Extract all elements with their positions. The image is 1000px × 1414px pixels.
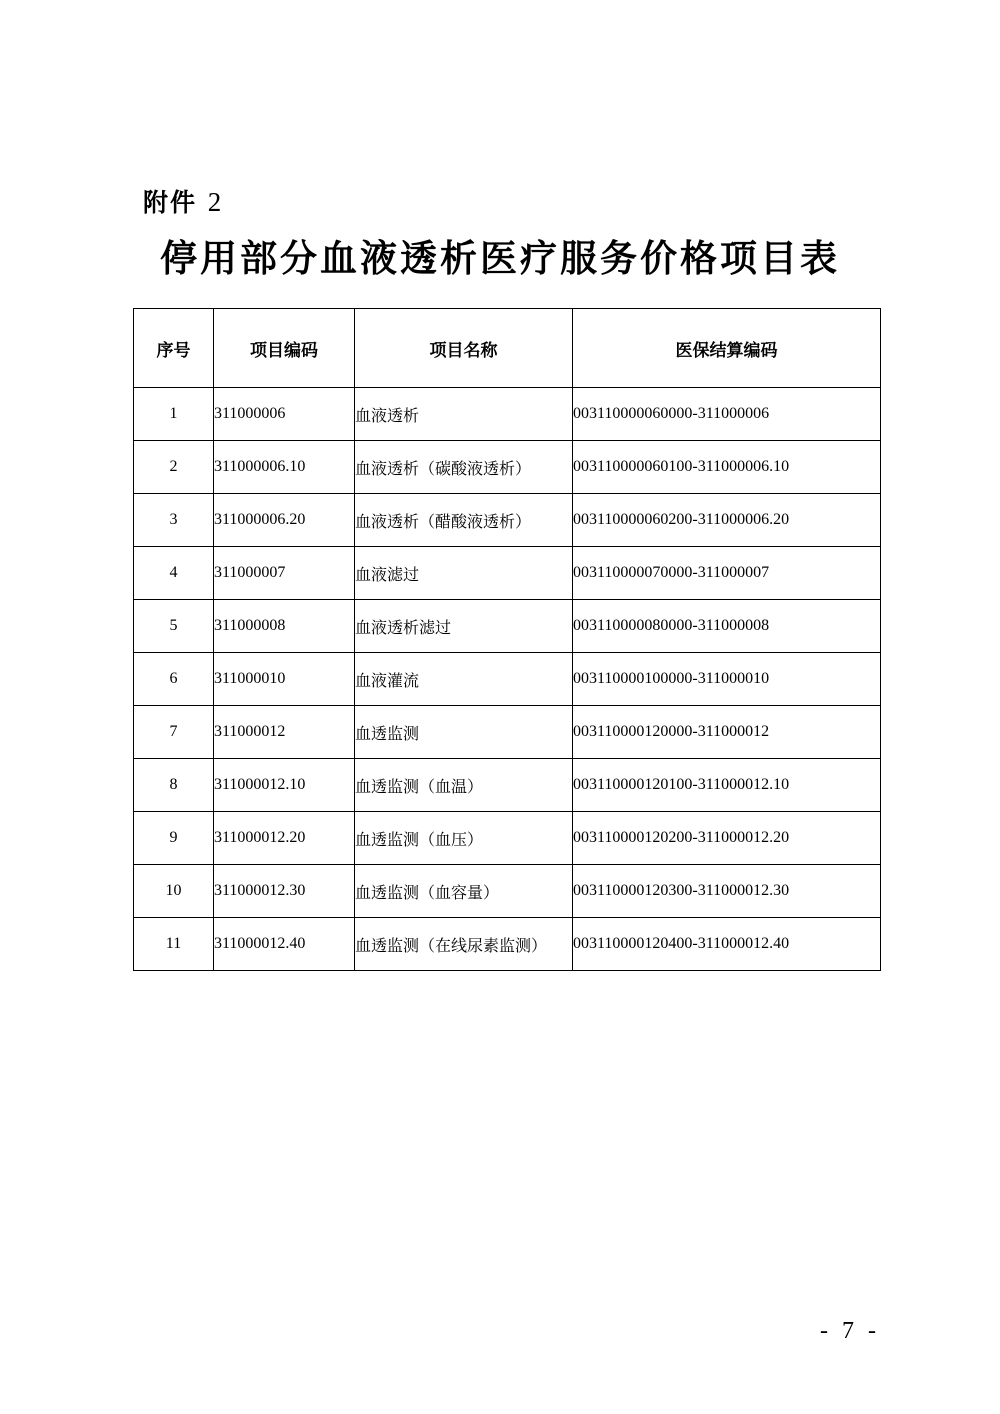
cell-index: 6: [134, 653, 214, 706]
cell-item-code: 311000012: [214, 706, 355, 759]
cell-item-code: 311000008: [214, 600, 355, 653]
cell-item-code: 311000012.10: [214, 759, 355, 812]
table-row: [134, 759, 881, 812]
table-row: [134, 865, 881, 918]
cell-insurance-code: 003110000060100-311000006.10: [573, 441, 881, 494]
cell-item-name: 血液透析: [355, 388, 573, 441]
cell-index: 7: [134, 706, 214, 759]
table-row: [134, 494, 881, 547]
cell-insurance-code: 003110000120100-311000012.10: [573, 759, 881, 812]
cell-index: 4: [134, 547, 214, 600]
table-row: [134, 388, 881, 441]
cell-item-name: 血液滤过: [355, 547, 573, 600]
cell-item-name: 血透监测: [355, 706, 573, 759]
cell-insurance-code: 003110000070000-311000007: [573, 547, 881, 600]
table-header-row: [134, 309, 881, 388]
cell-insurance-code: 003110000080000-311000008: [573, 600, 881, 653]
header-item-name: 项目名称: [355, 309, 573, 388]
attachment-label: [143, 183, 223, 219]
cell-item-code: 311000010: [214, 653, 355, 706]
header-insurance-code: 医保结算编码: [573, 309, 881, 388]
table-row: [134, 706, 881, 759]
table-row: [134, 600, 881, 653]
cell-item-name: 血液灌流: [355, 653, 573, 706]
cell-insurance-code: 003110000120000-311000012: [573, 706, 881, 759]
cell-index: 5: [134, 600, 214, 653]
table-row: [134, 441, 881, 494]
cell-item-code: 311000012.40: [214, 918, 355, 971]
cell-item-code: 311000006: [214, 388, 355, 441]
table-row: [134, 918, 881, 971]
cell-insurance-code: 003110000060000-311000006: [573, 388, 881, 441]
cell-index: 2: [134, 441, 214, 494]
cell-item-name: 血透监测（血压）: [355, 812, 573, 865]
cell-item-name: 血透监测（在线尿素监测）: [355, 918, 573, 971]
cell-index: 9: [134, 812, 214, 865]
table-row: [134, 653, 881, 706]
cell-insurance-code: 003110000120400-311000012.40: [573, 918, 881, 971]
cell-item-code: 311000007: [214, 547, 355, 600]
table-row: [134, 812, 881, 865]
page-number: - 7 -: [820, 1318, 880, 1344]
cell-item-code: 311000006.20: [214, 494, 355, 547]
cell-item-code: 311000012.20: [214, 812, 355, 865]
cell-insurance-code: 003110000120300-311000012.30: [573, 865, 881, 918]
cell-item-name: 血透监测（血温）: [355, 759, 573, 812]
cell-item-name: 血液透析（碳酸液透析）: [355, 441, 573, 494]
attachment-label-text: 附件: [143, 188, 198, 217]
cell-item-code: 311000012.30: [214, 865, 355, 918]
cell-index: 10: [134, 865, 214, 918]
page-title: 停用部分血液透析医疗服务价格项目表: [160, 236, 840, 280]
cell-index: 8: [134, 759, 214, 812]
cell-insurance-code: 003110000060200-311000006.20: [573, 494, 881, 547]
cell-item-name: 血透监测（血容量）: [355, 865, 573, 918]
price-items-table: [133, 308, 881, 971]
header-item-code: 项目编码: [214, 309, 355, 388]
cell-index: 3: [134, 494, 214, 547]
cell-item-name: 血液透析滤过: [355, 600, 573, 653]
cell-item-name: 血液透析（醋酸液透析）: [355, 494, 573, 547]
cell-index: 1: [134, 388, 214, 441]
cell-item-code: 311000006.10: [214, 441, 355, 494]
header-index: 序号: [134, 309, 214, 388]
table-row: [134, 547, 881, 600]
cell-insurance-code: 003110000100000-311000010: [573, 653, 881, 706]
cell-insurance-code: 003110000120200-311000012.20: [573, 812, 881, 865]
cell-index: 11: [134, 918, 214, 971]
attachment-number: 2: [207, 187, 224, 217]
